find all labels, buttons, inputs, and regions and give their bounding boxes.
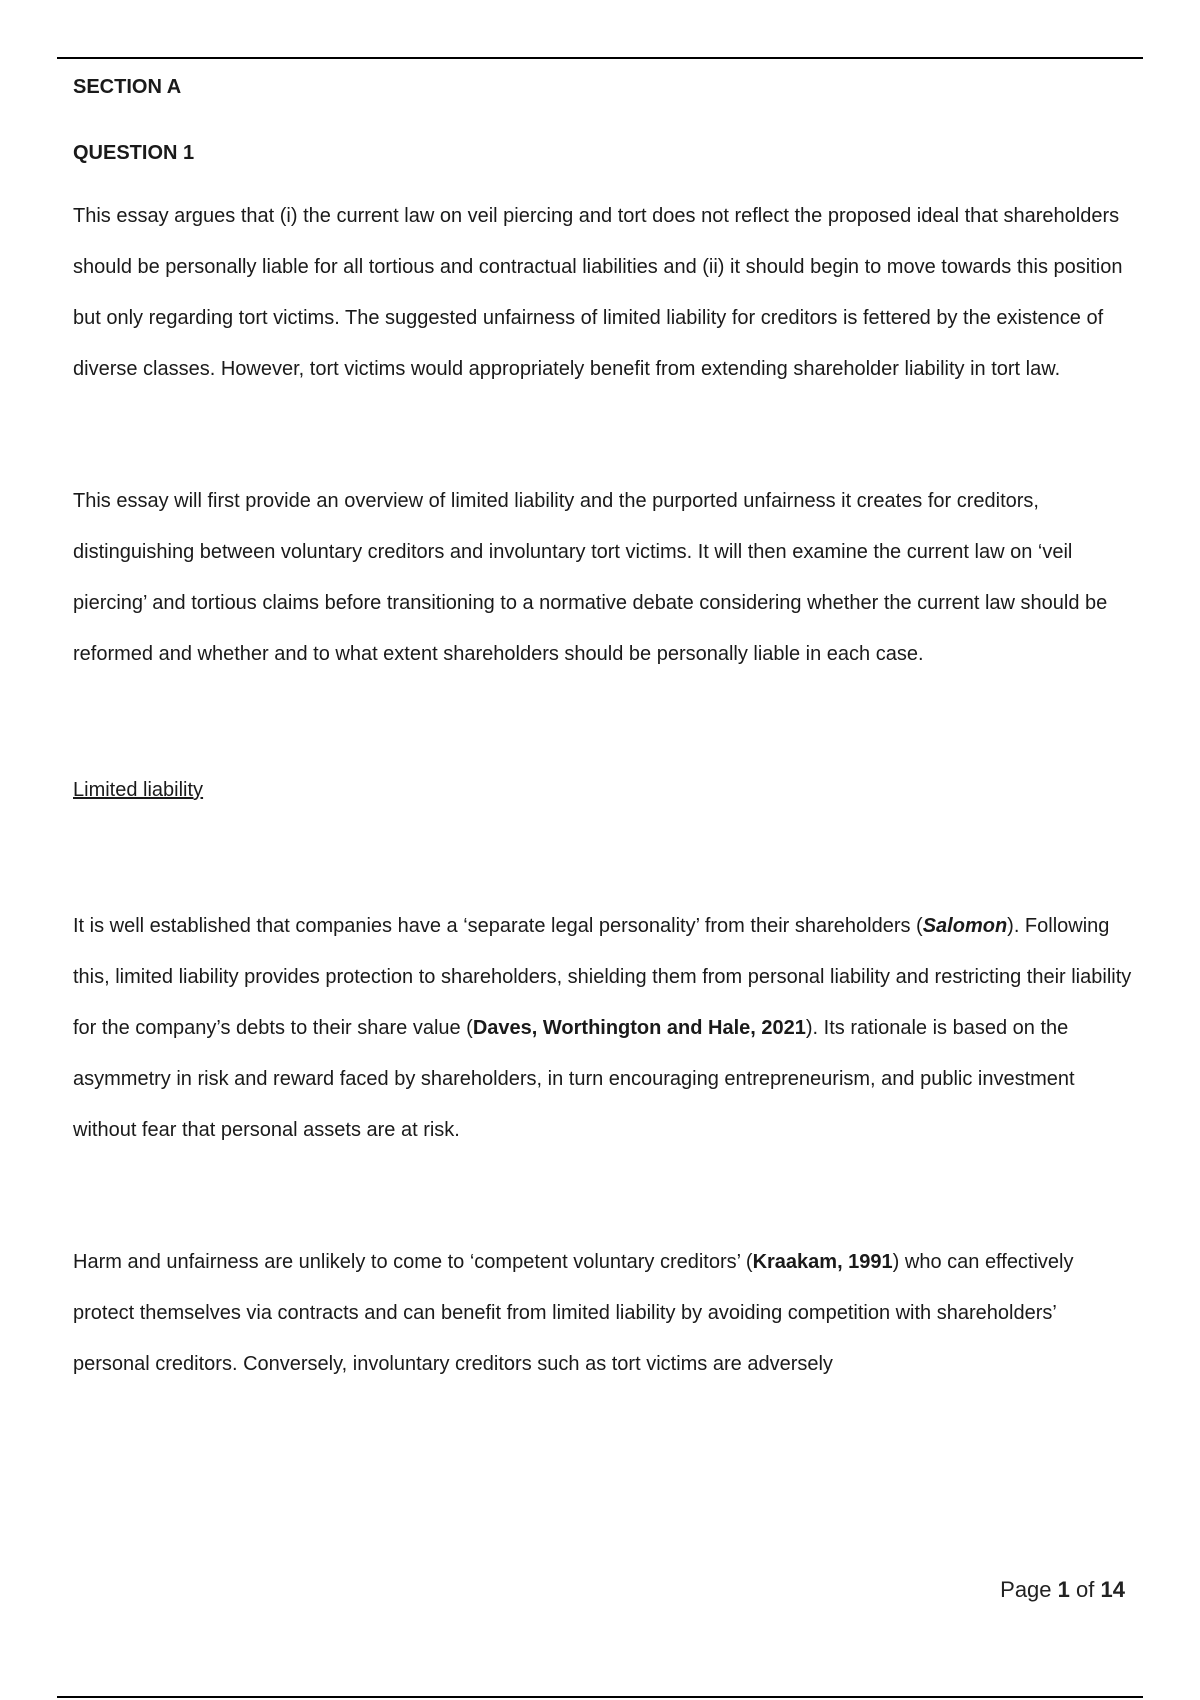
document-page	[73, 70, 1133, 1390]
paragraph-overview: This essay will first provide an overview of limited liability and the purported unfairness it creates for creditors, distinguishing between voluntary creditors and involuntary tort victims. It will then examine the current law on ‘veil piercing’ and tortious claims before transitioning to a normative debate considering whether the current law should be reformed and whether and to what extent shareholders should be personally liable in each case.	[73, 490, 1108, 665]
citation-daves: Daves, Worthington and Hale, 2021	[472, 1017, 806, 1039]
question-heading: QUESTION 1	[73, 142, 195, 164]
p3-text-3: ). Its rationale is based on the asymmetry in risk and reward faced by shareholders, in turn encouraging entrepreneurism, and public investment without fear that personal assets are at risk.	[73, 1017, 1075, 1141]
section-heading: SECTION A	[73, 76, 182, 98]
case-citation-salomon: Salomon	[922, 915, 1008, 937]
of-label: of	[1076, 1577, 1095, 1602]
p3-text-2: ). Following this, limited liability provides protection to shareholders, shielding them from personal liability and restricting their liability for the company’s debts to their share value (	[73, 915, 1132, 1039]
p4-text-2: ) who can effectively protect themselves via contracts and can benefit from limited liability by avoiding competition with shareholders’ personal creditors. Conversely, involuntary creditors such as tort victims are adversely	[73, 1251, 1074, 1375]
paragraph-limited-liability	[73, 901, 1133, 1156]
top-rule	[57, 57, 1143, 59]
p4-text-1: Harm and unfairness are unlikely to come to ‘competent voluntary creditors’ (	[73, 1251, 753, 1273]
current-page-number: 1	[1057, 1577, 1070, 1602]
total-page-count: 14	[1100, 1577, 1125, 1602]
page-label: Page	[1000, 1577, 1052, 1602]
page-number-footer	[1000, 1577, 1125, 1603]
subheading-limited-liability: Limited liability	[73, 779, 204, 801]
p3-text-1: It is well established that companies have a ‘separate legal personality’ from their shareholders (	[73, 915, 923, 937]
paragraph-creditors	[73, 1237, 1133, 1390]
paragraph-intro: This essay argues that (i) the current law on veil piercing and tort does not reflect the proposed ideal that shareholders should be personally liable for all tortious and contractual liabilities and (ii) it should begin to move towards this position but only regarding tort victims. The suggested unfairness of limited liability for creditors is fettered by the existence of diverse classes. However, tort victims would appropriately benefit from extending shareholder liability in tort law.	[73, 205, 1123, 380]
bottom-rule	[57, 1696, 1143, 1698]
citation-kraakam: Kraakam, 1991	[752, 1251, 893, 1273]
